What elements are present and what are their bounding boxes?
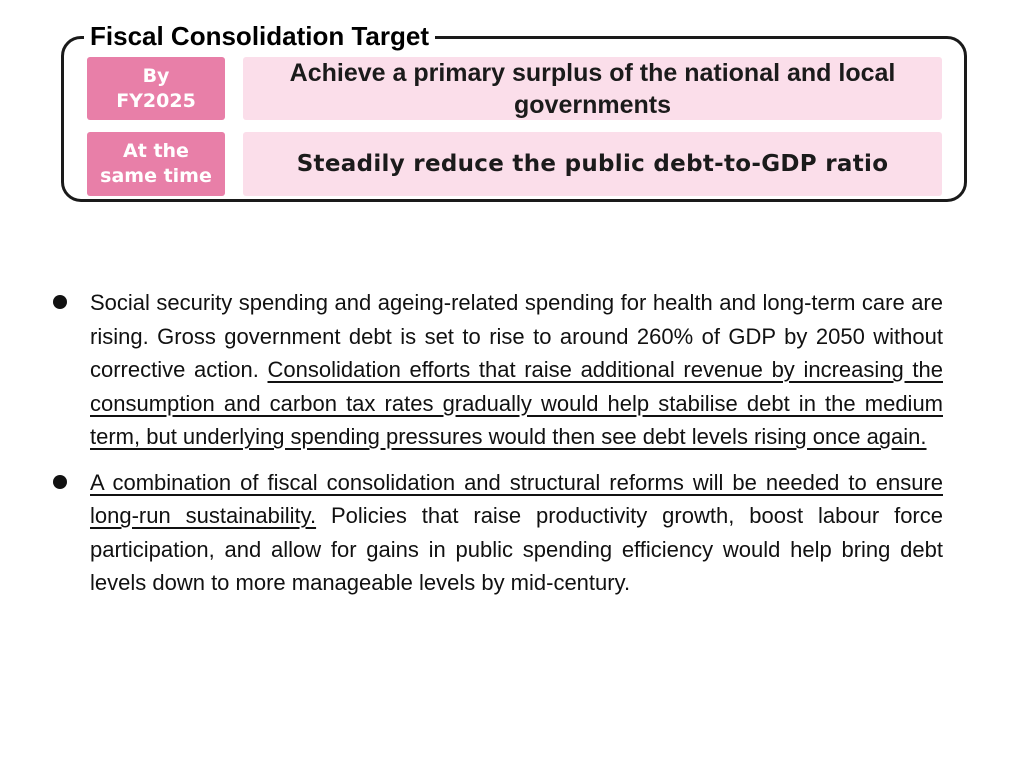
bullet-dot-icon xyxy=(53,295,67,309)
target-content-debt-ratio xyxy=(243,132,942,196)
bullet-underlined-text: Consolidation efforts that raise additional revenue by increasing the consumption and carbon tax rates gradually would help stabilise debt in the medium term, but underlying spending pressures would then see debt levels rising once again. xyxy=(90,357,943,449)
target-tag-by-fy2025 xyxy=(87,57,225,120)
bullet-dot-icon xyxy=(53,475,67,489)
target-content-primary-surplus xyxy=(243,57,942,120)
target-tag-line: same time xyxy=(100,165,212,187)
target-tag-line: FY2025 xyxy=(116,89,196,112)
bullet-item-spending-pressures xyxy=(50,286,943,454)
bullet-plain-text: Social security spending and ageing-related spending for health and long-term care are rising. Gross government debt is set to rise to around 260% of GDP by 2050 without corrective action. xyxy=(90,290,943,382)
target-tag-at-the-same-time xyxy=(87,132,225,196)
bullet-underlined-text: A combination of fiscal consolidation and structural reforms will be needed to ensure long-run sustainability. xyxy=(90,469,943,528)
fiscal-target-title: Fiscal Consolidation Target xyxy=(84,20,435,52)
bullet-plain-text: Policies that raise productivity growth, boost labour force participation, and allow for gains in public spending efficiency would help bring debt levels down to more manageable levels by mid-century. xyxy=(90,503,943,595)
bullet-list xyxy=(50,286,943,612)
target-tag-line: By xyxy=(142,64,170,87)
target-tag-line: At the xyxy=(123,140,189,162)
target-content-text: Achieve a primary surplus of the national and local governments xyxy=(289,58,896,119)
bullet-item-structural-reforms xyxy=(50,466,943,600)
target-content-text: Steadily reduce the public debt-to-GDP ratio xyxy=(296,151,889,177)
